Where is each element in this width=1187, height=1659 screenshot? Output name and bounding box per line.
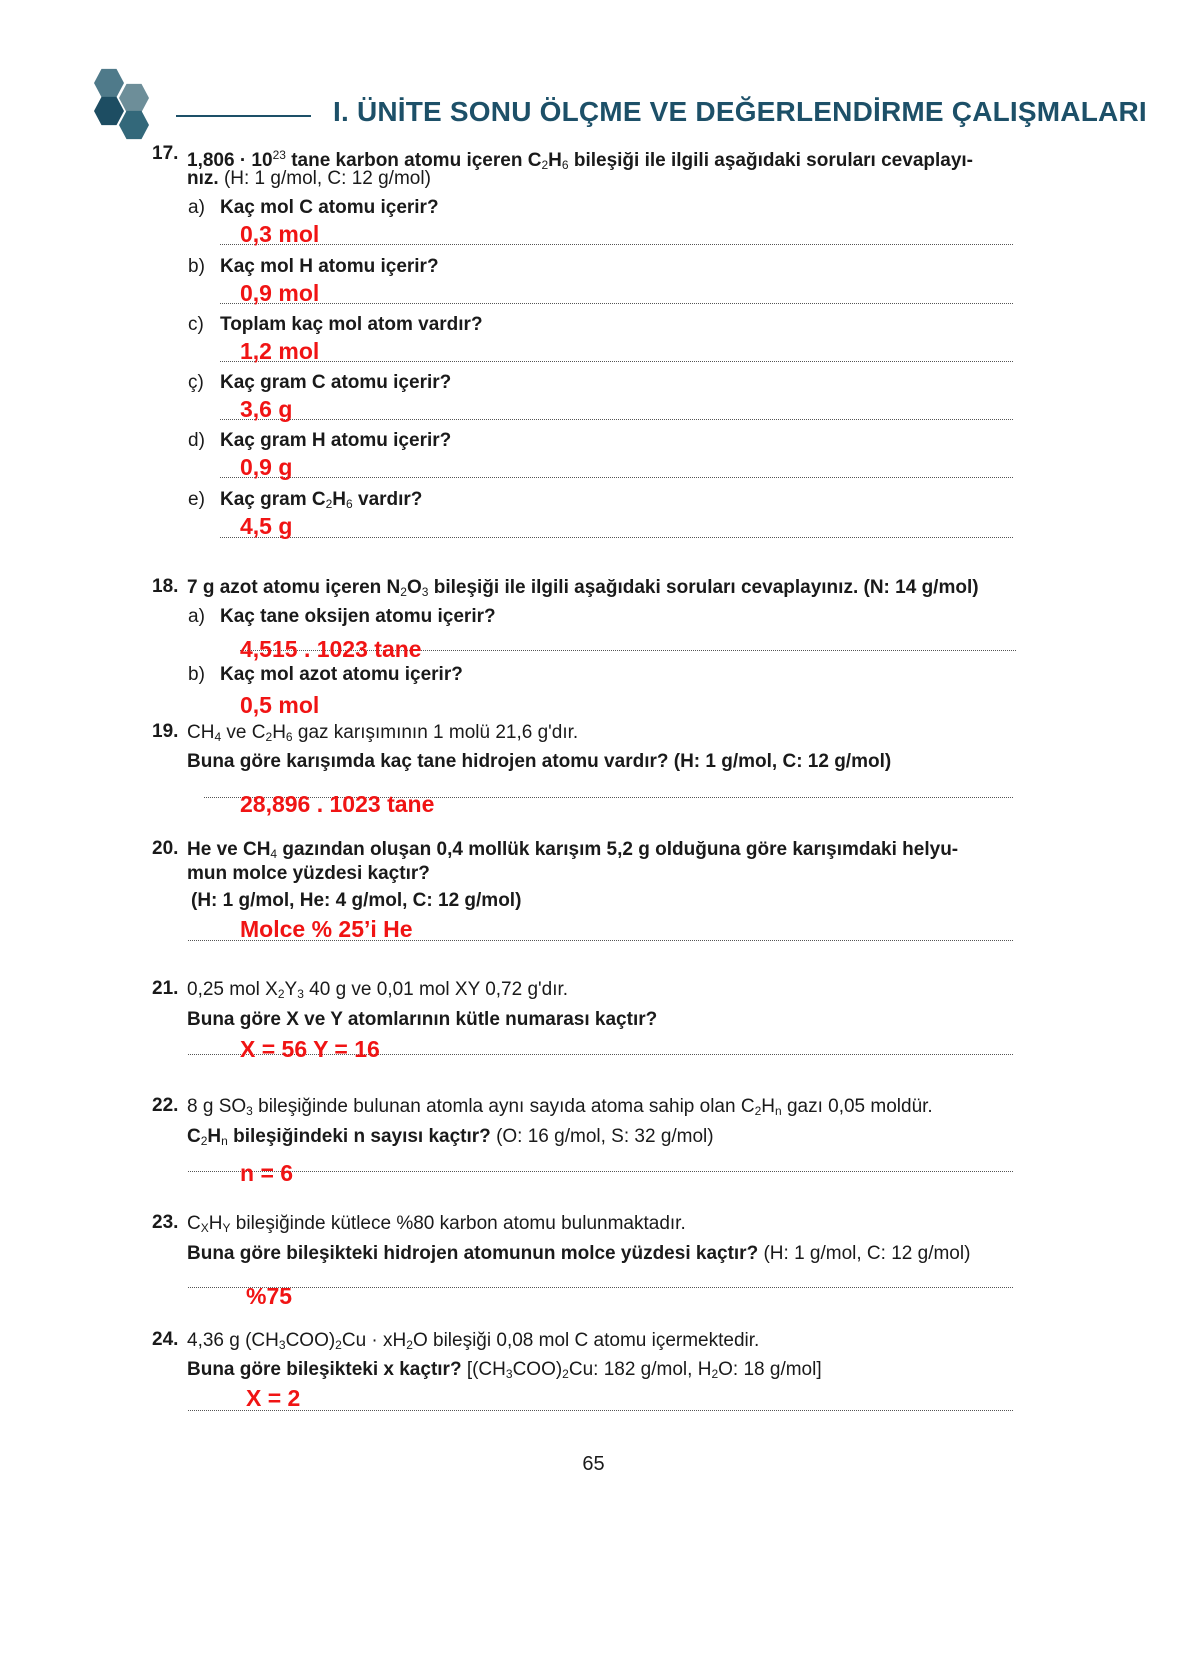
question-21-text (187, 978, 568, 1006)
text-segment: H (548, 150, 562, 171)
subscript: 2 (754, 1104, 762, 1118)
question-18-b-answer: 0,5 mol (240, 692, 320, 718)
subscript: 4 (214, 730, 222, 744)
text-segment: Cu: 182 g/mol, H (568, 1359, 712, 1380)
subscript: X (200, 1221, 209, 1235)
subscript: n (221, 1134, 228, 1148)
question-17-number: 17. (152, 143, 179, 164)
answer-line (188, 1410, 1013, 1411)
text-segment: H (208, 1213, 223, 1234)
text-segment: nız. (187, 168, 219, 189)
question-20-constants (191, 889, 521, 913)
subscript: 6 (346, 497, 353, 511)
text-segment: bileşiğindeki n sayısı kaçtır? (227, 1126, 491, 1147)
question-17-cc-text (220, 371, 451, 395)
question-18-a-answer: 4,515 . 1023 tane (240, 636, 422, 662)
question-19-text (187, 721, 578, 749)
question-17-c-text (220, 313, 483, 337)
subscript: 3 (505, 1367, 513, 1381)
question-17-cc-label: ç) (188, 372, 204, 393)
question-20-answer: Molce % 25’i He (240, 916, 413, 942)
question-17-a-text (220, 196, 439, 220)
question-22-text-cont (187, 1125, 714, 1153)
text-segment: (H: 1 g/mol, C: 12 g/mol) (218, 168, 431, 189)
text-segment: tane karbon atomu içeren C (285, 150, 542, 171)
question-17-c-label: c) (188, 314, 204, 335)
text-segment: (H: 1 g/mol, He: 4 g/mol, C: 12 g/mol) (191, 890, 522, 911)
superscript: 23 (272, 148, 286, 162)
question-18-a-text (220, 605, 496, 629)
text-segment: 8 g SO (187, 1096, 247, 1117)
answer-line (220, 244, 1013, 245)
subscript: n (774, 1104, 782, 1118)
question-22-number: 22. (152, 1095, 179, 1116)
text-segment: gaz karışımının 1 molü 21,6 g'dır. (292, 722, 579, 743)
answer-line (220, 477, 1013, 478)
question-23-number: 23. (152, 1212, 179, 1233)
question-17-b-answer: 0,9 mol (240, 280, 320, 306)
text-segment: Toplam kaç mol atom vardır? (220, 314, 483, 335)
answer-line (220, 537, 1013, 538)
text-segment: bileşiği ile ilgili aşağıdaki soruları cevaplayınız. (N: 14 g/mol) (428, 577, 979, 598)
text-segment: (H: 1 g/mol, C: 12 g/mol) (758, 1243, 971, 1264)
question-23-text (187, 1212, 686, 1240)
question-20-text-cont (187, 862, 430, 886)
question-24-answer: X = 2 (246, 1385, 301, 1411)
text-segment: C (187, 1126, 201, 1147)
text-segment: Buna göre X ve Y atomlarının kütle numarası kaçtır? (187, 1009, 658, 1030)
text-segment: COO) (512, 1359, 563, 1380)
question-17-text-cont (187, 167, 431, 191)
answer-line (188, 1287, 1013, 1288)
question-17-d-label: d) (188, 430, 205, 451)
subscript: 2 (277, 987, 285, 1001)
question-17-d-answer: 0,9 g (240, 454, 293, 480)
question-22-text (187, 1095, 933, 1123)
question-19-text-cont (187, 750, 891, 774)
text-segment: Kaç mol azot atomu içerir? (220, 664, 463, 685)
subscript: 3 (278, 1338, 286, 1352)
text-segment: Buna göre bileşikteki x kaçtır? (187, 1359, 462, 1380)
subscript: 2 (335, 1338, 342, 1352)
question-17-d-text (220, 429, 451, 453)
text-segment: COO) (285, 1330, 336, 1351)
subscript: 2 (325, 497, 333, 511)
text-segment: bileşiğinde kütlece %80 karbon atomu bulunmaktadır. (230, 1213, 686, 1234)
question-19-number: 19. (152, 721, 179, 742)
question-24-text-cont (187, 1358, 822, 1386)
question-17-b-label: b) (188, 256, 205, 277)
answer-line (220, 303, 1013, 304)
subscript: 2 (400, 585, 407, 599)
subscript: 2 (541, 158, 549, 172)
question-17-cc-answer: 3,6 g (240, 396, 293, 422)
text-segment: bileşiği ile ilgili aşağıdaki soruları cevaplayı- (568, 150, 974, 171)
question-17-c-answer: 1,2 mol (240, 338, 320, 364)
question-18-number: 18. (152, 576, 179, 597)
text-segment: C (187, 1213, 201, 1234)
question-23-text-cont (187, 1242, 970, 1266)
subscript: 6 (561, 158, 569, 172)
answer-line (188, 1171, 1013, 1172)
question-19-answer: 28,896 . 1023 tane (240, 791, 435, 817)
subscript: 4 (270, 847, 278, 861)
text-segment: Kaç gram C atomu içerir? (220, 372, 452, 393)
question-18-b-label: b) (188, 664, 205, 685)
text-segment: Buna göre karışımda kaç tane hidrojen atomu vardır? (H: 1 g/mol, C: 12 g/mol) (187, 751, 892, 772)
question-22-answer: n = 6 (240, 1160, 294, 1186)
text-segment: gazı 0,05 moldür. (781, 1096, 933, 1117)
subscript: 6 (285, 730, 293, 744)
text-segment: mun molce yüzdesi kaçtır? (187, 863, 430, 884)
text-segment: O (406, 577, 422, 598)
page-number: 65 (582, 1453, 605, 1475)
text-segment: He ve CH (187, 839, 271, 860)
text-segment: Y (284, 979, 298, 1000)
text-segment: Kaç gram C (220, 489, 326, 510)
text-segment: 4,36 g (CH (187, 1330, 279, 1351)
text-segment: Kaç mol C atomu içerir? (220, 197, 439, 218)
question-18-a-label: a) (188, 606, 205, 627)
text-segment: 0,25 mol X (187, 979, 278, 1000)
text-segment: 7 g azot atomu içeren N (187, 577, 401, 598)
question-17-e-text (220, 488, 422, 516)
text-segment: bileşiğinde bulunan atomla aynı sayıda atoma sahip olan C (252, 1096, 755, 1117)
text-segment: vardır? (352, 489, 423, 510)
text-segment: Kaç mol H atomu içerir? (220, 256, 439, 277)
subscript: 2 (562, 1367, 569, 1381)
text-segment: Kaç gram H atomu içerir? (220, 430, 452, 451)
text-segment: 40 g ve 0,01 mol XY 0,72 g'dır. (303, 979, 569, 1000)
question-17-e-answer: 4,5 g (240, 513, 293, 539)
subscript: Y (222, 1221, 231, 1235)
text-segment: CH (187, 722, 215, 743)
question-21-answer: X = 56 Y = 16 (240, 1036, 380, 1062)
text-segment: H (207, 1126, 222, 1147)
text-segment: Cu · xH (341, 1330, 407, 1351)
subscript: 3 (421, 585, 429, 599)
text-segment: O bileşiği 0,08 mol C atomu içermektedir. (412, 1330, 760, 1351)
text-segment: O: 18 g/mol] (718, 1359, 822, 1380)
text-segment: Buna göre bileşikteki hidrojen atomunun molce yüzdesi kaçtır? (187, 1243, 759, 1264)
subscript: 2 (406, 1338, 413, 1352)
text-segment: H (332, 489, 347, 510)
question-21-text-cont (187, 1008, 657, 1032)
question-18-text (187, 576, 979, 604)
text-segment: ve C (221, 722, 266, 743)
question-20-number: 20. (152, 838, 179, 859)
subscript: 2 (711, 1367, 719, 1381)
page-title: I. ÜNİTE SONU ÖLÇME VE DEĞERLENDİRME ÇALIŞMALARI (333, 96, 1147, 127)
question-21-number: 21. (152, 978, 179, 999)
subscript: 2 (200, 1134, 208, 1148)
question-17-e-label: e) (188, 489, 205, 510)
text-segment: H (761, 1096, 775, 1117)
header-rule (176, 115, 311, 117)
answer-line (220, 361, 1013, 362)
question-24-text (187, 1329, 759, 1357)
text-segment: (O: 16 g/mol, S: 32 g/mol) (490, 1126, 714, 1147)
text-segment: gazından oluşan 0,4 mollük karışım 5,2 g olduğuna göre karışımdaki helyu- (277, 839, 959, 860)
subscript: 3 (297, 987, 304, 1001)
text-segment: 1,806 · 10 (187, 150, 273, 171)
question-17-a-answer: 0,3 mol (240, 221, 320, 247)
answer-line (220, 419, 1013, 420)
question-17-b-text (220, 255, 439, 279)
question-24-number: 24. (152, 1329, 179, 1350)
text-segment: H (272, 722, 286, 743)
text-segment: [(CH (461, 1359, 506, 1380)
question-18-b-text (220, 663, 463, 687)
text-segment: Kaç tane oksijen atomu içerir? (220, 606, 496, 627)
subscript: 3 (246, 1104, 253, 1118)
subscript: 2 (265, 730, 273, 744)
question-17-a-label: a) (188, 197, 205, 218)
question-23-answer: %75 (246, 1283, 293, 1309)
